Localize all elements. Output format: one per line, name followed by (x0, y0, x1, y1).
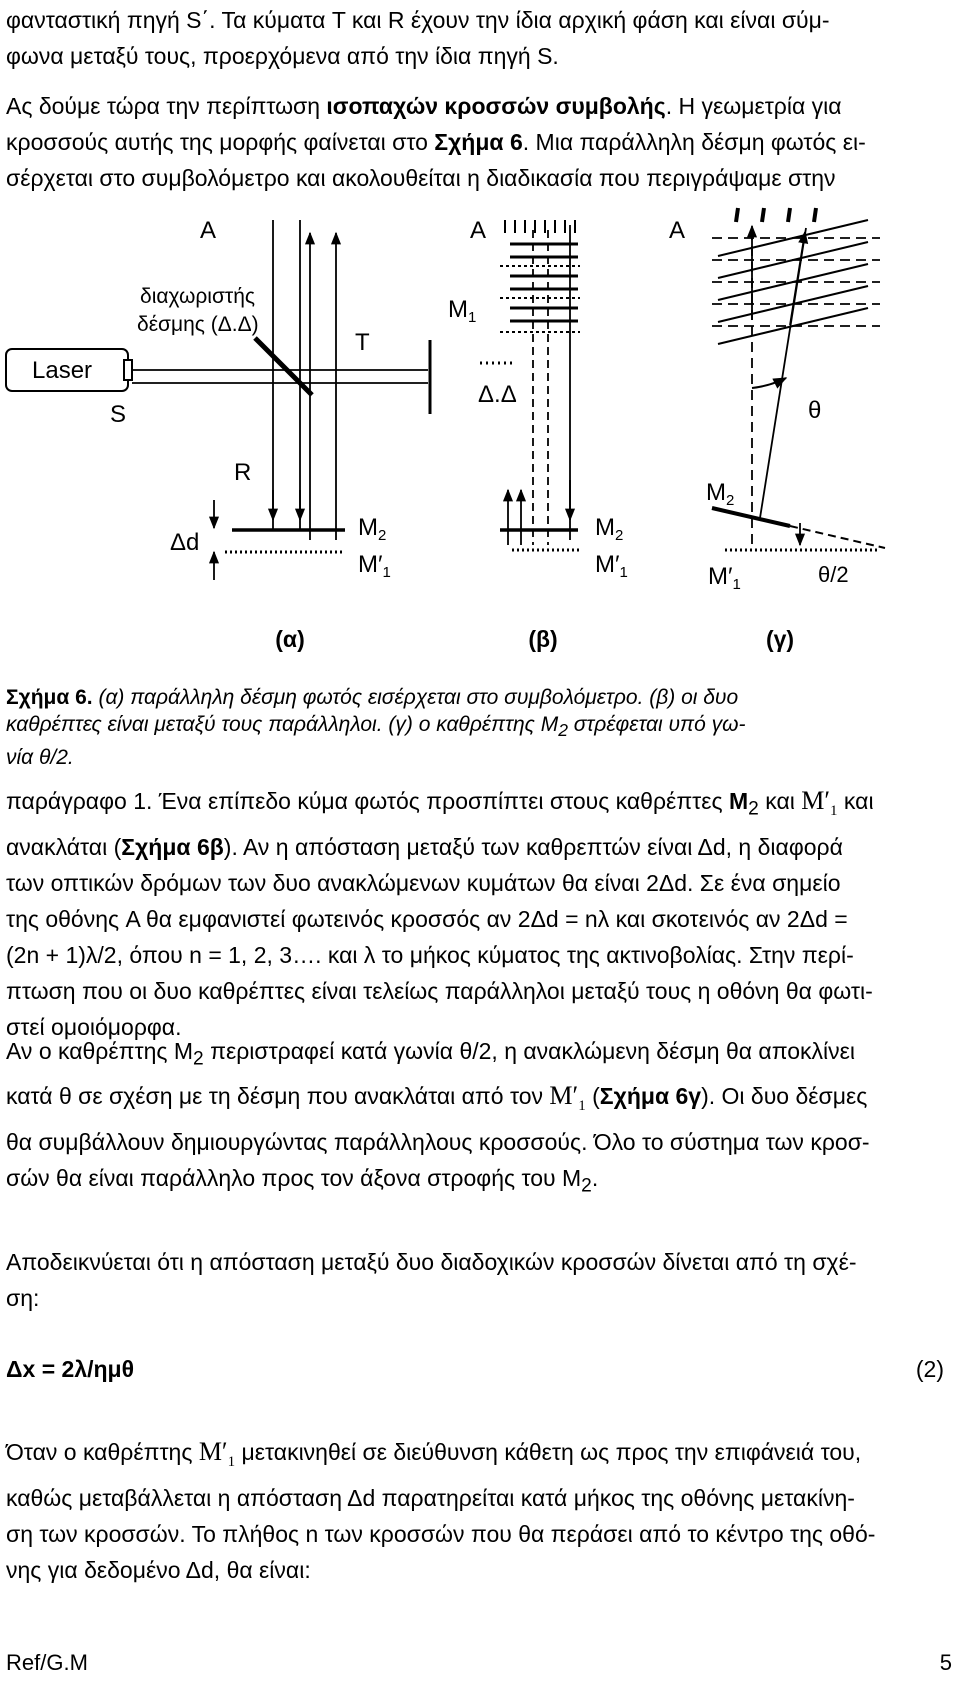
mirror-m2-tilted (712, 508, 790, 526)
m2-label-b: $M_2$ (595, 514, 624, 544)
paragraph-rotation: Αν ο καθρέπτης $M_2$ περιστραφεί κατά γωνία θ/2, η ανακλώμενη δέσμη θα αποκλίνει κατά θ σε σχέση με τη δέσμη που ανακλάται από τον $M'_1$ (Σχήμα 6γ). Οι δυο δέσμες θα συμβάλλουν δημιουργώντας παράλληλους κροσσούς. Όλο το σύστημα των κροσ- σών θα είναι παράλληλο προς τον άξονα στροφής του $M_2$. (6, 1038, 870, 1197)
paragraph-proof: Αποδεικνύεται ότι η απόσταση μεταξύ δυο διαδοχικών κροσσών δίνεται από τη σχέ- ση: (6, 1249, 857, 1311)
splitter-label-b: Δ.Δ (478, 381, 517, 408)
source-label: S (110, 401, 127, 428)
paragraph-movement: Όταν ο καθρέπτης $M'_1$ μετακινηθεί σε διεύθυνση κάθετη ως προς την επιφάνειά του, καθώς μεταβάλλεται η απόσταση Δd παρατηρείται κατά μήκος της οθόνης μετακίνη- ση των κροσσών. Το πλήθος n των κροσσών που θα περάσει από το κέντρο της οθό- νης για δεδομένο Δd, θα είναι: (6, 1437, 876, 1584)
paragraph-equal-thickness: Ας δούμε τώρα την περίπτωση ισοπαχών κροσσών συμβολής. Η γεωμετρία για κροσσούς αυτής της μορφής φαίνεται στο Σχήμα 6. Μια παράλληλη δέσμη φωτός ει- σέρχεται στο συμβολόμετρο και ακολουθείται η διαδικασία που περιγράψαμε στην (6, 93, 866, 191)
footer-ref: Ref/G.M (6, 1650, 88, 1675)
panel-c (669, 208, 885, 593)
theta-label: θ (808, 397, 822, 424)
delta-d-label: Δd (170, 529, 200, 556)
theta-half-label: θ/2 (818, 562, 849, 587)
equation-row (6, 1356, 952, 1392)
intro-text (6, 2, 952, 74)
equation-number: (2) (915, 1356, 944, 1382)
panel-label-b: (β) (528, 626, 558, 652)
caption-title: Σχήμα 6. (6, 686, 93, 709)
panel-label-c: (γ) (765, 626, 795, 652)
panel-a (6, 217, 476, 581)
m2-label: $M_2$ (358, 514, 387, 544)
screen-label-a: A (199, 217, 217, 244)
r-label: R (234, 459, 252, 486)
text-line: φωνα μεταξύ τους, προερχόμενα από την ίδια πηγή S. (6, 43, 559, 69)
figure-caption: Σχήμα 6. (α) παράλληλη δέσμη φωτός εισέρχεται στο συμβολόμετρο. (β) οι δυο καθρέπτες είναι μεταξύ τους παράλληλοι. (γ) ο καθρέπτης $M_2$ στρέφεται υπό γω- νία θ/2. (6, 686, 746, 770)
term-fringes: ισοπαχών κροσσών συμβολής (326, 93, 666, 119)
splitter-label: διαχωριστής (140, 285, 256, 308)
equation: Δx = 2λ/ημθ (6, 1356, 135, 1382)
text-line: φανταστική πηγή S΄. Τα κύματα T και R έχουν την ίδια αρχική φάση και είναι σύμ- (6, 7, 830, 33)
m1p-label: $M'_1$ (358, 551, 391, 581)
t-label: T (355, 329, 370, 356)
interferometer-figure (0, 200, 960, 700)
paragraph-fringes: παράγραφο 1. Ένα επίπεδο κύμα φωτός προσπίπτει στους καθρέπτες $M_2$ και $M'_1$ και ανακλάται (Σχήμα 6β). Αν η απόσταση μεταξύ των καθρεπτών είναι Δd, η διαφορά των οπτικών δρόμων των δυο ανακλώμενων κυμάτων θα είναι 2Δd. Σε ένα σημείο της οθόνης A θα εμφανιστεί φωτεινός κροσσός αν 2Δd = nλ και σκοτεινός αν 2Δd = (2n + 1)λ/2, όπου n = 1, 2, 3…. και λ το μήκος κύματος της ακτινοβολίας. Στην περί- πτωση που οι δυο καθρέπτες είναι τελείως παράλληλοι μεταξύ τους η οθόνη θα φωτι- στεί ομοιόμορφα. (6, 786, 874, 1041)
figure-ref: Σχήμα 6 (434, 129, 523, 155)
screen-label-b: A (469, 217, 487, 244)
m1p-label-b: $M'_1$ (595, 551, 628, 581)
m1-label: $M_1$ (448, 296, 477, 326)
splitter-label: δέσμης (Δ.Δ) (137, 313, 259, 336)
laser-label: Laser (32, 357, 93, 384)
page-number: 5 (939, 1650, 952, 1675)
beam-splitter (255, 338, 312, 395)
panel-b (470, 217, 628, 581)
panel-label-a: (α) (275, 626, 305, 652)
m2-label-c: $M_2$ (706, 479, 735, 509)
m1p-label-c: $M'_1$ (708, 563, 741, 593)
screen-label-c: A (668, 217, 686, 244)
